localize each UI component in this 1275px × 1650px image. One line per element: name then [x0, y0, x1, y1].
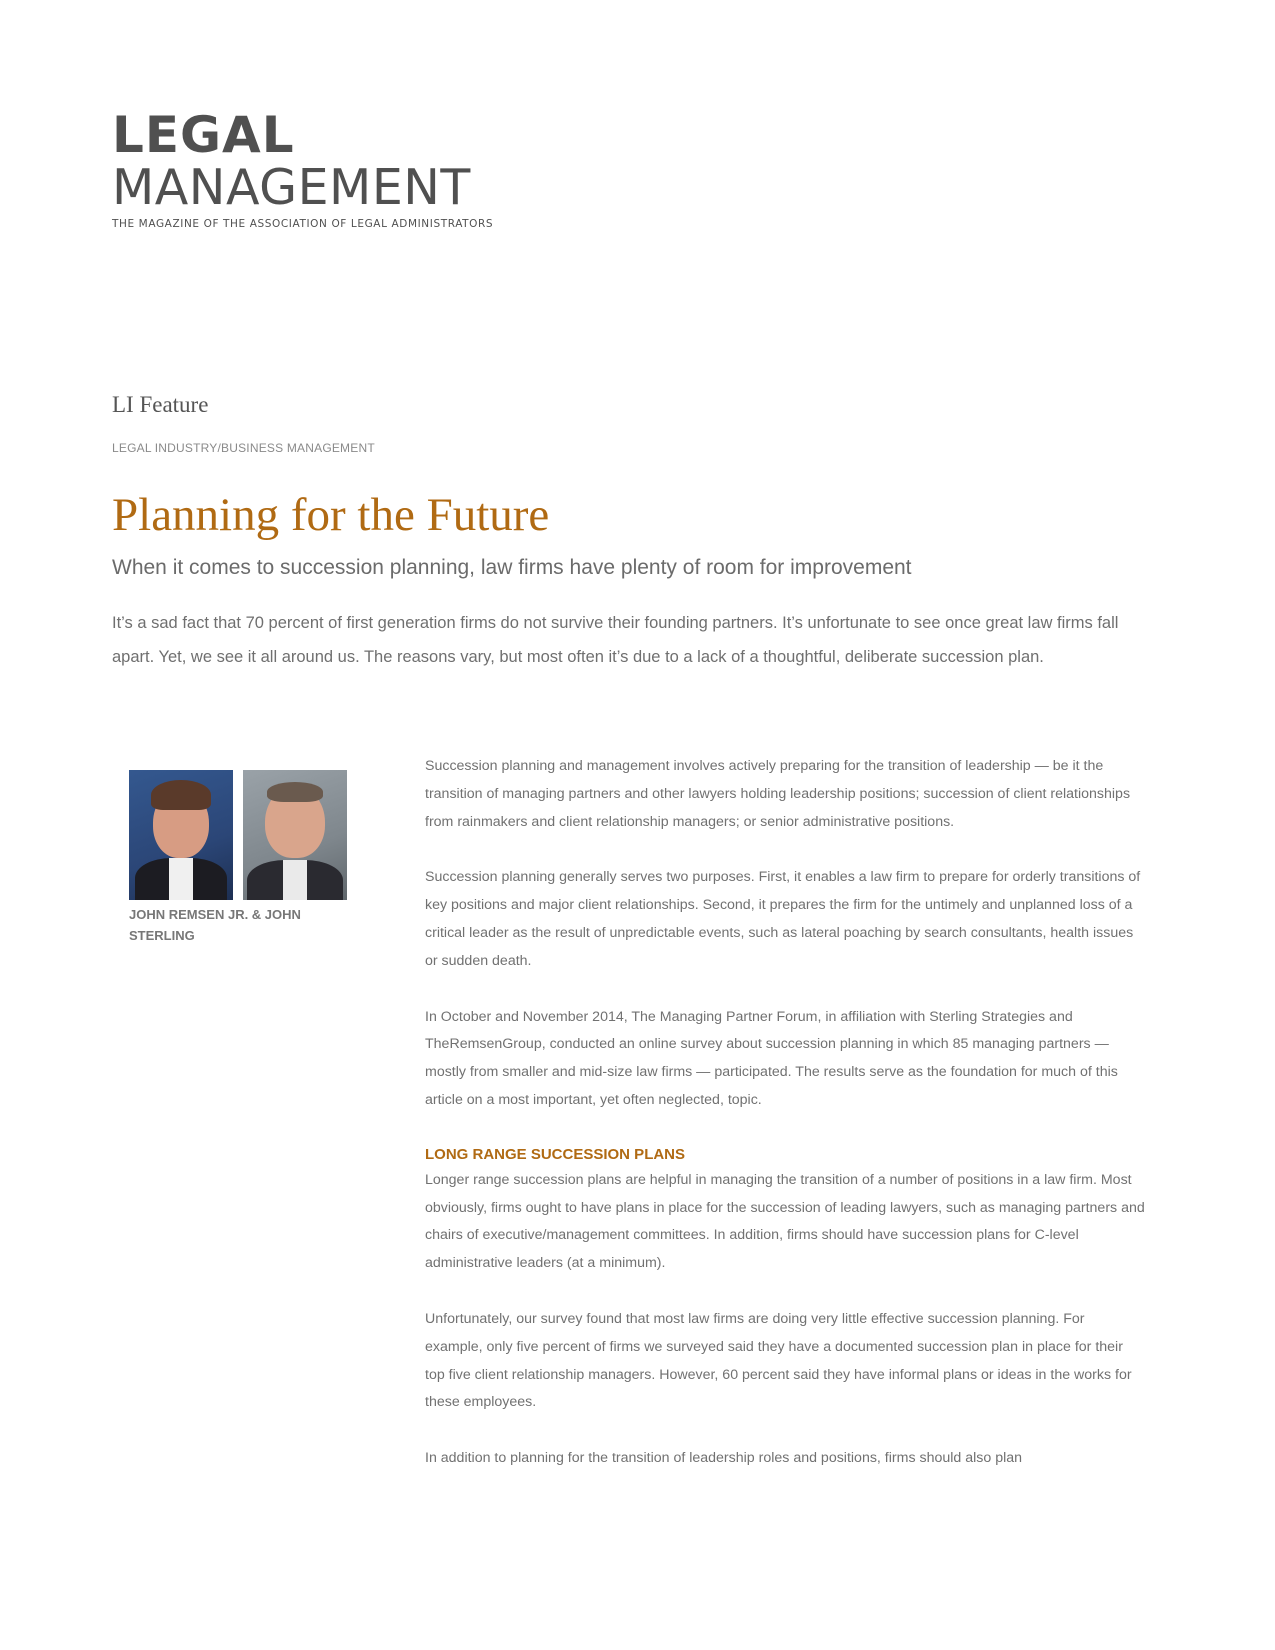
body-paragraph-4: Longer range succession plans are helpful in managing the transition of a number of positions in a law firm. Most obviously, firms ought to have plans in place for the succession of leading lawyers, such as managing partners and chairs of executive/management committees. In addition, firms should have succession plans for C-level administrative leaders (at a minimum).	[425, 1171, 1145, 1272]
article-body	[425, 753, 1145, 1501]
logo-tagline: THE MAGAZINE OF THE ASSOCIATION OF LEGAL ADMINISTRATORS	[112, 218, 494, 230]
body-paragraph-3: In October and November 2014, The Managing Partner Forum, in affiliation with Sterling Strategies and TheRemsenGroup, conducted an online survey about succession planning in which 85 managing partners — mostly from smaller and mid-size law firms — participated. The results serve as the foundation for much of this article on a most important, yet often neglected, topic.	[425, 1008, 1118, 1108]
body-paragraph-1: Succession planning and management involves actively preparing for the transition of leadership — be it the transition of managing partners and other lawyers holding leadership positions; succession of client relationships from rainmakers and client relationship managers; or senior administrative positions.	[425, 758, 1131, 830]
body-paragraph-6: In addition to planning for the transition of leadership roles and positions, firms should also plan	[425, 1450, 1023, 1467]
article-title: Planning for the Future	[112, 489, 550, 541]
article-lede: It’s a sad fact that 70 percent of first generation firms do not survive their founding partners. It’s unfortunate to see once great law firms fall apart. Yet, we see it all around us. The reasons vary, but most often it’s due to a lack of a thoughtful, deliberate succession plan.	[112, 614, 1119, 666]
masthead-logo	[112, 108, 493, 230]
logo-line-management: MANAGEMENT	[112, 159, 471, 216]
category-label: LEGAL INDUSTRY/BUSINESS MANAGEMENT	[112, 441, 375, 455]
body-paragraph-5: Unfortunately, our survey found that most law firms are doing very little effective succession planning. For example, only five percent of firms we surveyed said they have a documented succession plan in place for their top five client relationship managers. However, 60 percent said they have informal plans or ideas in the works for these employees.	[425, 1310, 1132, 1411]
article-subtitle: When it comes to succession planning, law firms have plenty of room for improvement	[112, 556, 912, 579]
body-paragraph-2: Succession planning generally serves two purposes. First, it enables a law firm to prepare for orderly transitions of key positions and major client relationships. Second, it prepares the firm for the untimely and unplanned loss of a critical leader as the result of unpredictable events, such as lateral poaching by search consultants, health issues or sudden death.	[425, 869, 1141, 969]
section-label: LI Feature	[112, 392, 209, 417]
author-photos	[129, 770, 347, 900]
author-caption: JOHN REMSEN JR. & JOHN STERLING	[129, 907, 301, 943]
logo-line-legal: LEGAL	[112, 106, 295, 164]
author-photo-remsen	[129, 770, 233, 900]
author-photo-sterling	[243, 770, 347, 900]
section-heading: LONG RANGE SUCCESSION PLANS	[425, 1145, 686, 1163]
